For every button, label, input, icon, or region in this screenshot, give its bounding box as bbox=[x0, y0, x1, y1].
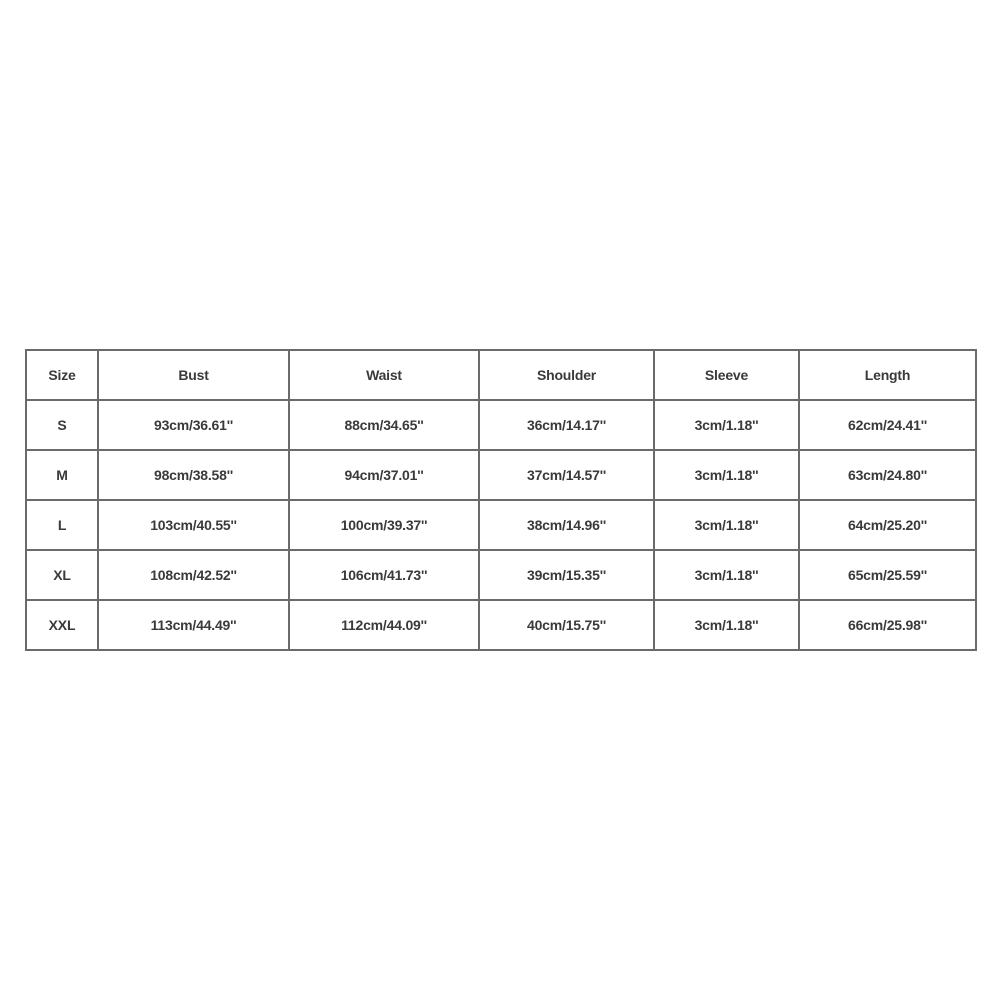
cell-length: 65cm/25.59'' bbox=[799, 550, 976, 600]
header-waist: Waist bbox=[289, 350, 479, 400]
cell-size: XXL bbox=[26, 600, 98, 650]
cell-length: 64cm/25.20'' bbox=[799, 500, 976, 550]
cell-sleeve: 3cm/1.18'' bbox=[654, 600, 799, 650]
cell-bust: 103cm/40.55'' bbox=[98, 500, 289, 550]
cell-waist: 106cm/41.73'' bbox=[289, 550, 479, 600]
cell-bust: 93cm/36.61'' bbox=[98, 400, 289, 450]
size-chart-table bbox=[25, 349, 977, 651]
cell-sleeve: 3cm/1.18'' bbox=[654, 500, 799, 550]
cell-shoulder: 39cm/15.35'' bbox=[479, 550, 654, 600]
header-length: Length bbox=[799, 350, 976, 400]
cell-waist: 100cm/39.37'' bbox=[289, 500, 479, 550]
header-sleeve: Sleeve bbox=[654, 350, 799, 400]
cell-size: XL bbox=[26, 550, 98, 600]
cell-length: 63cm/24.80'' bbox=[799, 450, 976, 500]
header-size: Size bbox=[26, 350, 98, 400]
cell-size: L bbox=[26, 500, 98, 550]
cell-waist: 88cm/34.65'' bbox=[289, 400, 479, 450]
cell-shoulder: 38cm/14.96'' bbox=[479, 500, 654, 550]
cell-bust: 98cm/38.58'' bbox=[98, 450, 289, 500]
cell-shoulder: 40cm/15.75'' bbox=[479, 600, 654, 650]
cell-sleeve: 3cm/1.18'' bbox=[654, 450, 799, 500]
table-header-row bbox=[26, 350, 976, 400]
cell-sleeve: 3cm/1.18'' bbox=[654, 550, 799, 600]
table-row bbox=[26, 450, 976, 500]
header-shoulder: Shoulder bbox=[479, 350, 654, 400]
table-row bbox=[26, 400, 976, 450]
cell-waist: 112cm/44.09'' bbox=[289, 600, 479, 650]
cell-length: 62cm/24.41'' bbox=[799, 400, 976, 450]
header-bust: Bust bbox=[98, 350, 289, 400]
cell-length: 66cm/25.98'' bbox=[799, 600, 976, 650]
cell-bust: 108cm/42.52'' bbox=[98, 550, 289, 600]
cell-sleeve: 3cm/1.18'' bbox=[654, 400, 799, 450]
cell-bust: 113cm/44.49'' bbox=[98, 600, 289, 650]
table-row bbox=[26, 500, 976, 550]
table-row bbox=[26, 600, 976, 650]
cell-size: M bbox=[26, 450, 98, 500]
cell-shoulder: 37cm/14.57'' bbox=[479, 450, 654, 500]
table-row bbox=[26, 550, 976, 600]
cell-shoulder: 36cm/14.17'' bbox=[479, 400, 654, 450]
cell-waist: 94cm/37.01'' bbox=[289, 450, 479, 500]
cell-size: S bbox=[26, 400, 98, 450]
